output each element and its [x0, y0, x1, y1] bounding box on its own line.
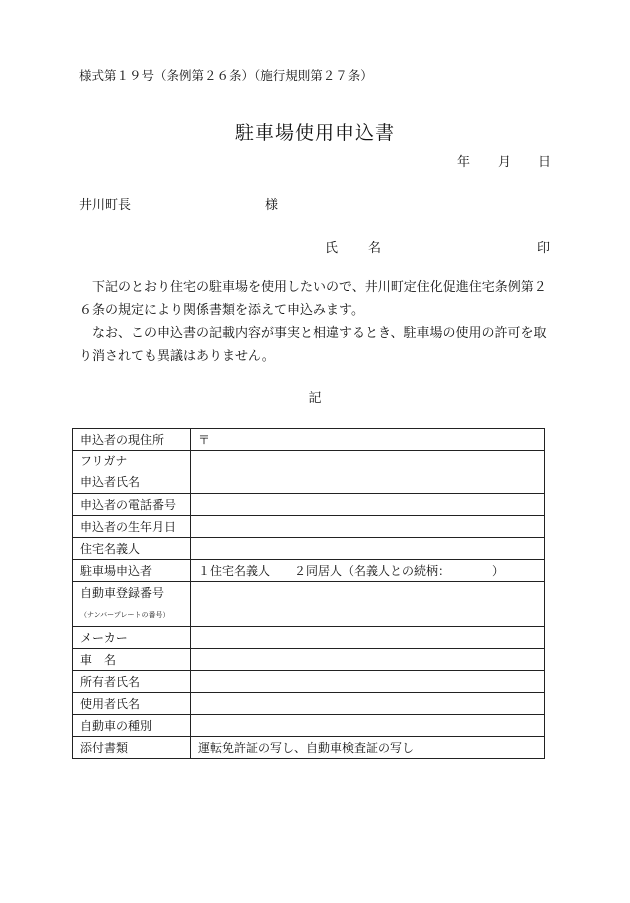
user-label: 使用者氏名 — [73, 693, 191, 715]
owner-label: 所有者氏名 — [73, 671, 191, 693]
maker-field[interactable] — [191, 627, 545, 649]
table-row — [73, 649, 545, 671]
applicant-name-label: 申込者氏名 — [80, 475, 141, 489]
disclaimer-statement: なお、この申込書の記載内容が事実と相違するとき、駐車場の使用の許可を取り消されても異議はありません。 — [79, 326, 547, 364]
maker-label: メーカー — [73, 627, 191, 649]
ki-heading: 記 — [308, 391, 322, 406]
table-row — [73, 737, 545, 759]
applicant-name-label-2: 名 — [368, 241, 382, 256]
owner-field[interactable] — [191, 671, 545, 693]
application-table — [72, 428, 545, 759]
parking-applicant-label: 駐車場申込者 — [73, 560, 191, 582]
address-field[interactable]: 〒 — [191, 429, 545, 451]
honorific: 様 — [265, 198, 279, 213]
parking-applicant-options[interactable]: １住宅名義人 ２同居人（名義人との続柄： ） — [191, 560, 545, 582]
application-statement: 下記のとおり住宅の駐車場を使用したいので、井川町定住化促進住宅条例第２６条の規定により関係書類を添えて申込みます。 — [79, 280, 547, 318]
registration-label: 自動車登録番号 — [80, 586, 165, 600]
table-row — [73, 582, 545, 627]
date-month-label: 月 — [498, 155, 512, 170]
date-day-label: 日 — [538, 155, 552, 170]
birthdate-label: 申込者の生年月日 — [73, 516, 191, 538]
attachments-value: 運転免許証の写し、自動車検査証の写し — [191, 737, 545, 759]
table-row — [73, 516, 545, 538]
phone-label: 申込者の電話番号 — [73, 494, 191, 516]
car-type-field[interactable] — [191, 715, 545, 737]
applicant-name-label-1: 氏 — [325, 241, 339, 256]
table-row — [73, 429, 545, 451]
form-number: 様式第１９号（条例第２６条）（施行規則第２７条） — [79, 68, 373, 83]
table-row — [73, 560, 545, 582]
table-row — [73, 693, 545, 715]
address-label: 申込者の現住所 — [73, 429, 191, 451]
seal-mark: 印 — [537, 241, 551, 256]
furigana-label: フリガナ — [80, 454, 128, 468]
phone-field[interactable] — [191, 494, 545, 516]
table-row — [73, 671, 545, 693]
name-label-cell — [73, 451, 191, 494]
registration-field[interactable] — [191, 582, 545, 627]
housing-holder-field[interactable] — [191, 538, 545, 560]
car-name-field[interactable] — [191, 649, 545, 671]
document-title: 駐車場使用申込書 — [234, 122, 395, 144]
applicant-name-field[interactable] — [191, 451, 545, 494]
table-row — [73, 494, 545, 516]
housing-holder-label: 住宅名義人 — [73, 538, 191, 560]
birthdate-field[interactable] — [191, 516, 545, 538]
registration-label-cell — [73, 582, 191, 627]
attachments-label: 添付書類 — [73, 737, 191, 759]
table-row — [73, 538, 545, 560]
date-year-label: 年 — [457, 155, 471, 170]
car-name-label: 車 名 — [73, 649, 191, 671]
addressee: 井川町長 — [79, 198, 132, 213]
table-row — [73, 627, 545, 649]
registration-note: （ナンバープレートの番号） — [80, 611, 170, 619]
car-type-label: 自動車の種別 — [73, 715, 191, 737]
table-row — [73, 715, 545, 737]
table-row — [73, 451, 545, 494]
user-field[interactable] — [191, 693, 545, 715]
